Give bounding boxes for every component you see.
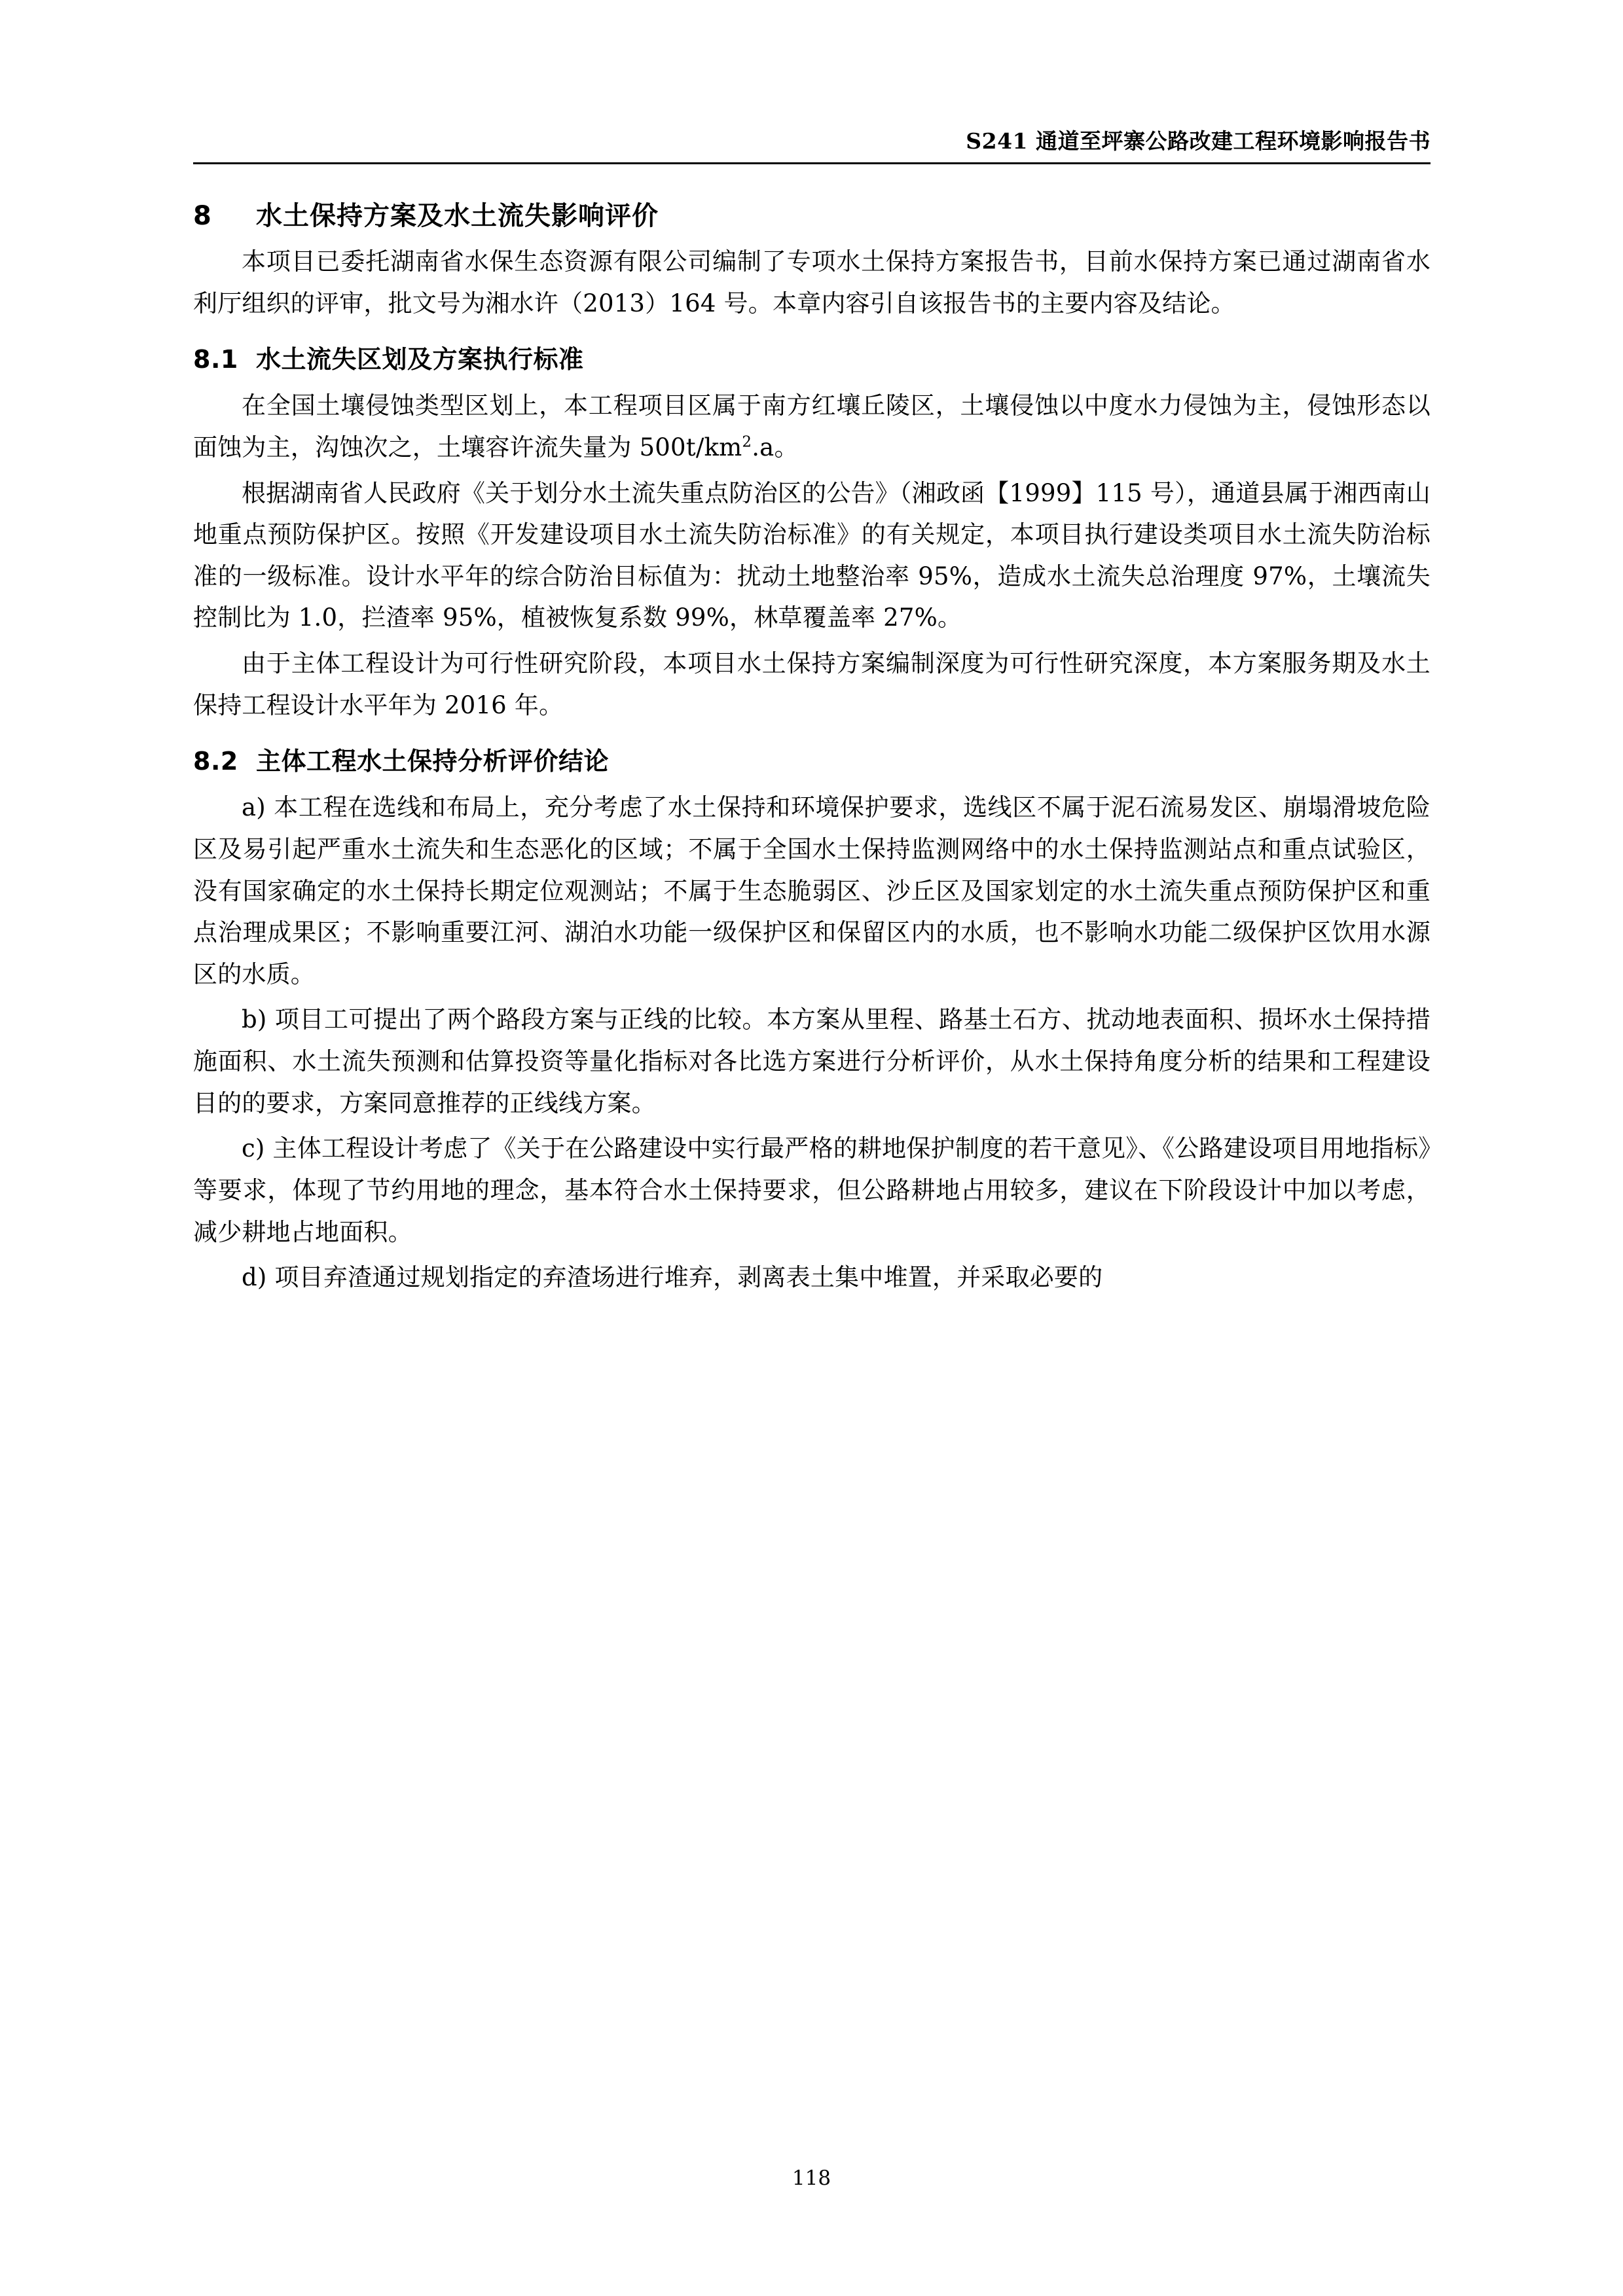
- page-header: S241 通道至坪寨公路改建工程环境影响报告书: [966, 128, 1431, 154]
- subsection-number: 8.2: [193, 747, 238, 776]
- header-divider: [193, 162, 1431, 164]
- subsection-heading-8-1: [193, 341, 1431, 378]
- page-number: 118: [792, 2166, 831, 2190]
- subsection-title: 主体工程水土保持分析评价结论: [256, 747, 610, 776]
- subsection-heading-8-2: [193, 743, 1431, 780]
- paragraph: c) 主体工程设计考虑了《关于在公路建设中实行最严格的耕地保护制度的若干意见》、《公路建设项目用地指标》等要求，体现了节约用地的理念，基本符合水土保持要求，但公路耕地占用较多，建议在下阶段设计中加以考虑，减少耕地占地面积。: [193, 1134, 1431, 1246]
- subsection-title: 水土流失区划及方案执行标准: [256, 345, 584, 374]
- paragraph: d) 项目弃渣通过规划指定的弃渣场进行堆弃，剥离表土集中堆置，并采取必要的: [242, 1263, 1103, 1292]
- paragraph: 在全国土壤侵蚀类型区划上，本工程项目区属于南方红壤丘陵区，土壤侵蚀以中度水力侵蚀为主，侵蚀形态以面蚀为主，沟蚀次之，土壤容许流失量为 $500t/km^2.a$。: [193, 391, 1431, 461]
- paragraph: 根据湖南省人民政府《关于划分水土流失重点防治区的公告》（湘政函【1999】115 号），通道县属于湘西南山地重点预防保护区。按照《开发建设项目水土流失防治标准》的有关规定，本项目执行建设类项目水土流失防治标准的一级标准。设计水平年的综合防治目标值为：扰动土地整治率 95%，造成水土流失总治理度 97%，土壤流失控制比为 1.0，拦渣率 95%，植被恢复系数 99%，林草覆盖率 27%。: [193, 478, 1431, 632]
- section-heading: [193, 196, 1431, 236]
- paragraph: a) 本工程在选线和布局上，充分考虑了水土保持和环境保护要求，选线区不属于泥石流易发区、崩塌滑坡危险区及易引起严重水土流失和生态恶化的区域；不属于全国水土保持监测网络中的水土保持监测站点和重点试验区，没有国家确定的水土保持长期定位观测站；不属于生态脆弱区、沙丘区及国家划定的水土流失重点预防保护区和重点治理成果区；不影响重要江河、湖泊水功能一级保护区和保留区内的水质，也不影响水功能二级保护区饮用水源区的水质。: [193, 793, 1431, 988]
- paragraph: 本项目已委托湖南省水保生态资源有限公司编制了专项水土保持方案报告书，目前水保持方案已通过湖南省水利厅组织的评审，批文号为湘水许（2013）164 号。本章内容引自该报告书的主要内容及结论。: [193, 247, 1431, 317]
- subsection-number: 8.1: [193, 345, 238, 374]
- document-body: [193, 196, 1431, 1302]
- section-title: 水土保持方案及水土流失影响评价: [256, 201, 659, 231]
- section-number: 8: [193, 201, 212, 231]
- paragraph: 由于主体工程设计为可行性研究阶段，本项目水土保持方案编制深度为可行性研究深度，本方案服务期及水土保持工程设计水平年为 2016 年。: [193, 649, 1431, 719]
- paragraph: b) 项目工可提出了两个路段方案与正线的比较。本方案从里程、路基土石方、扰动地表面积、损坏水土保持措施面积、水土流失预测和估算投资等量化指标对各比选方案进行分析评价，从水土保持角度分析的结果和工程建设目的的要求，方案同意推荐的正线线方案。: [193, 1005, 1431, 1117]
